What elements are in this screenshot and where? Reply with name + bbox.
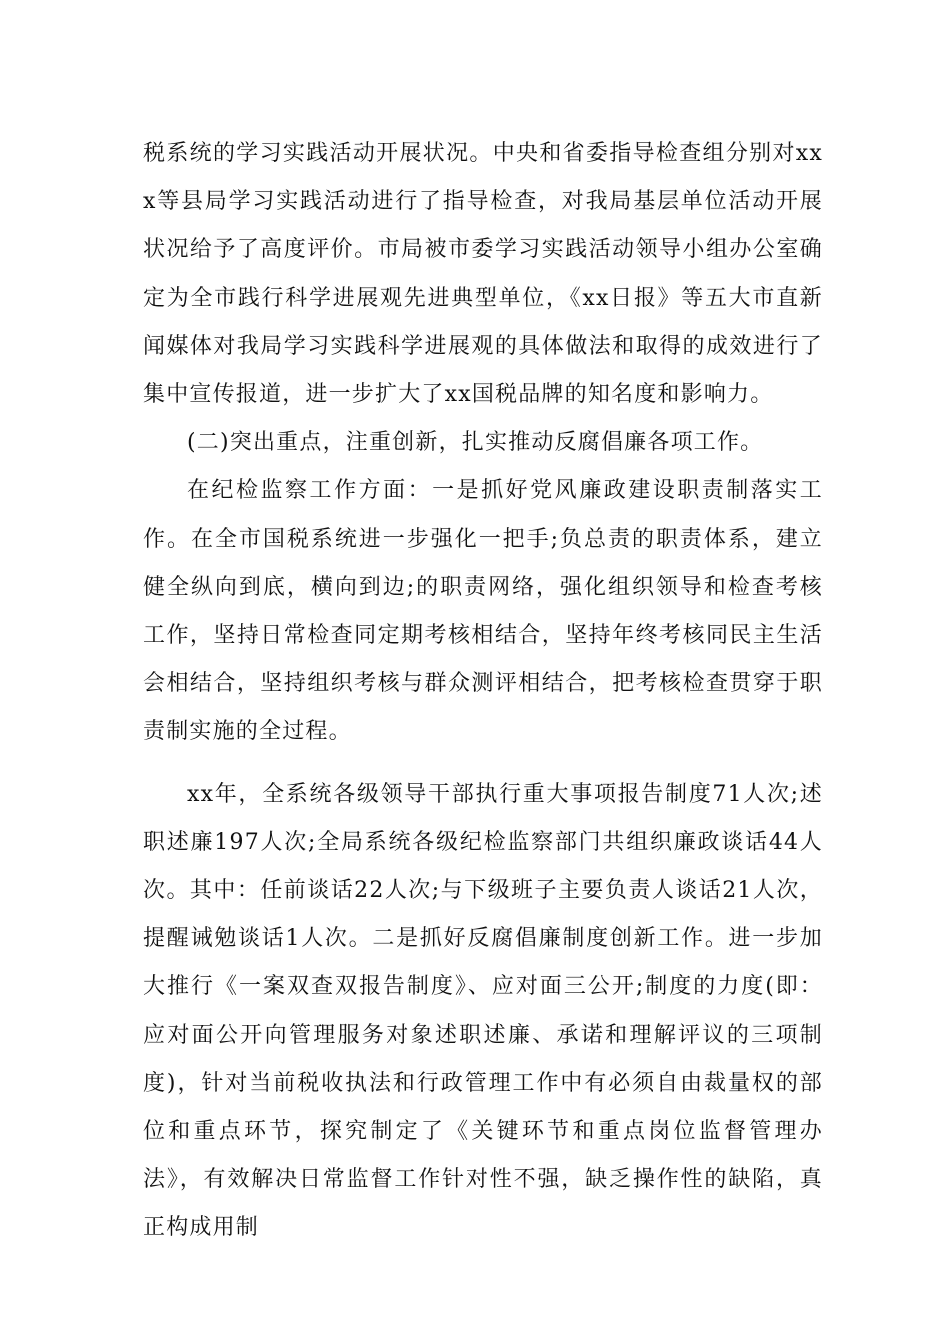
paragraph-statistics: xx年，全系统各级领导干部执行重大事项报告制度71人次;述职述廉197人次;全局系统各级纪检监察部门共组织廉政谈话44人次。其中：任前谈话22人次;与下级班子主要负责人谈话21人次，提醒诫勉谈话1人次。二是抓好反腐倡廉制度创新工作。进一步加大推行《一案双查双报告制度》、应对面三公开;制度的力度(即：应对面公开向管理服务对象述职述廉、承诺和理解评议的三项制度)，针对当前税收执法和行政管理工作中有必须自由裁量权的部位和重点环节，探究制定了《关键环节和重点岗位监督管理办法》，有效解决日常监督工作针对性不强，缺乏操作性的缺陷，真正构成用制 <box>143 781 823 1241</box>
paragraph-continuation: 税系统的学习实践活动开展状况。中央和省委指导检查组分别对xxx等县局学习实践活动进行了指导检查，对我局基层单位活动开展状况给予了高度评价。市局被市委学习实践活动领导小组办公室确定为全市践行科学进展观先进典型单位，《xx日报》等五大市直新闻媒体对我局学习实践科学进展观的具体做法和取得的成效进行了集中宣传报道，进一步扩大了xx国税品牌的知名度和影响力。 <box>143 141 823 408</box>
document-body <box>143 130 823 1253</box>
paragraph-discipline-inspection: 在纪检监察工作方面：一是抓好党风廉政建设职责制落实工作。在全市国税系统进一步强化一把手;负总责的职责体系，建立健全纵向到底，横向到边;的职责网络，强化组织领导和检查考核工作，坚持日常检查同定期考核相结合，坚持年终考核同民主生活会相结合，坚持组织考核与群众测评相结合，把考核检查贯穿于职责制实施的全过程。 <box>143 478 823 745</box>
section-heading: (二)突出重点，注重创新，扎实推动反腐倡廉各项工作。 <box>187 430 764 456</box>
